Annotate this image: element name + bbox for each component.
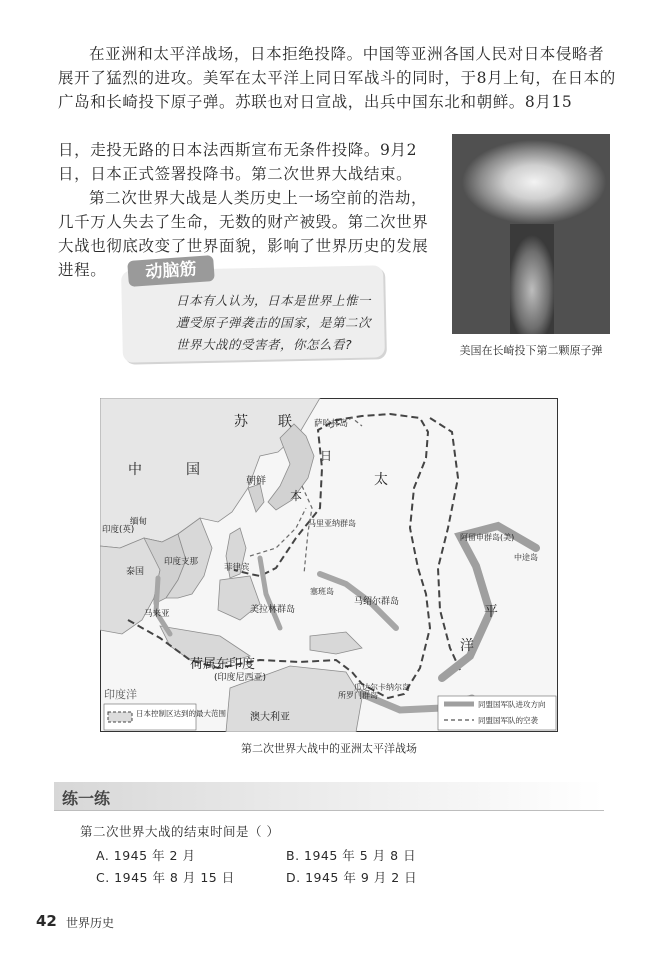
label-sakhalin: 萨哈林岛 [314, 419, 349, 429]
label-japan-1: 日 [320, 449, 333, 463]
label-aleutian: 阿留申群岛(美) [460, 533, 515, 542]
page-number: 42 [36, 912, 57, 930]
option-a[interactable]: A. 1945 年 2 月 [96, 848, 196, 863]
label-korea: 朝鲜 [246, 476, 266, 487]
label-guadalcanal: 瓜达尔卡纳尔岛 [354, 683, 410, 692]
label-mariana: 马里亚纳群岛 [308, 519, 356, 528]
label-indonesia: (印度尼西亚) [214, 673, 267, 683]
label-china-1: 中 [128, 462, 142, 478]
label-pacific-3: 洋 [460, 638, 474, 654]
option-b[interactable]: B. 1945 年 5 月 8 日 [286, 848, 417, 863]
label-australia: 澳大利亚 [250, 712, 290, 723]
label-solomon: 所罗门群岛 [338, 691, 378, 700]
label-japan-2: 本 [290, 489, 303, 503]
label-burma: 缅甸 [130, 517, 148, 527]
label-ussr-1: 苏 [234, 414, 248, 430]
label-saipan: 塞班岛 [310, 587, 334, 596]
label-ussr-2: 联 [278, 414, 292, 430]
label-pacific-1: 太 [374, 472, 388, 488]
paragraph-1: 在亚洲和太平洋战场，日本拒绝投降。中国等亚洲各国人民对日本侵略者展开了猛烈的进攻。美军在太平洋上同日军战斗的同时，于8月上旬，在日本的广岛和长崎投下原子弹。苏联也对日宣战，出兵中国东北和朝鲜。8月15 [58, 45, 616, 111]
legend-japan-area: 日本控制区达到的最大范围 [136, 709, 226, 718]
legend-allied-air: 同盟国军队的空袭 [478, 716, 538, 725]
legend-swatch-japan [108, 712, 132, 722]
label-india: 印度(英) [102, 525, 135, 535]
atomic-bomb-photo [452, 134, 610, 334]
book-title: 世界历史 [66, 916, 115, 930]
label-china-2: 国 [186, 462, 200, 478]
label-indochina: 印度支那 [164, 557, 199, 567]
label-indian-ocean: 印度洋 [104, 688, 137, 701]
label-marshall: 马绍尔群岛 [354, 597, 400, 607]
label-midway: 中途岛 [514, 553, 538, 562]
option-d[interactable]: D. 1945 年 9 月 2 日 [286, 870, 418, 885]
label-micronesia: 美拉林群岛 [250, 605, 296, 615]
label-pacific-2: 平 [484, 604, 498, 620]
photo-caption: 美国在长崎投下第二颗原子弹 [459, 344, 603, 357]
legend-allied-attack: 同盟国军队进攻方向 [478, 700, 546, 709]
label-dutch-ei: 荷属东印度 [190, 657, 256, 672]
label-philippines: 菲律宾 [224, 563, 250, 573]
paragraph-1-continued: 日，走投无路的日本法西斯宣布无条件投降。9月2日，日本正式签署投降书。第二次世界大战结束。 [58, 141, 418, 183]
exercise-title: 练一练 [62, 789, 111, 808]
paragraph-2: 第二次世界大战是人类历史上一场空前的浩劫，几千万人失去了生命，无数的财产被毁。第二次世界大战也彻底改变了世界面貌，影响了世界历史的发展进程。 [58, 189, 429, 279]
option-c[interactable]: C. 1945 年 8 月 15 日 [96, 870, 235, 885]
pacific-war-map [100, 398, 558, 732]
exercise-divider [54, 810, 604, 811]
map-caption: 第二次世界大战中的亚洲太平洋战场 [241, 742, 417, 755]
exercise-question: 第二次世界大战的结束时间是（ ） [80, 824, 280, 839]
exercise-header-bar [54, 782, 604, 810]
label-malaya: 马来亚 [144, 609, 170, 619]
think-tag: 动脑筋 [127, 255, 215, 287]
think-text: 日本有人认为，日本是世界上惟一遭受原子弹袭击的国家，是第二次世界大战的受害者，你怎么看? [176, 293, 372, 352]
label-thailand: 泰国 [126, 567, 145, 577]
